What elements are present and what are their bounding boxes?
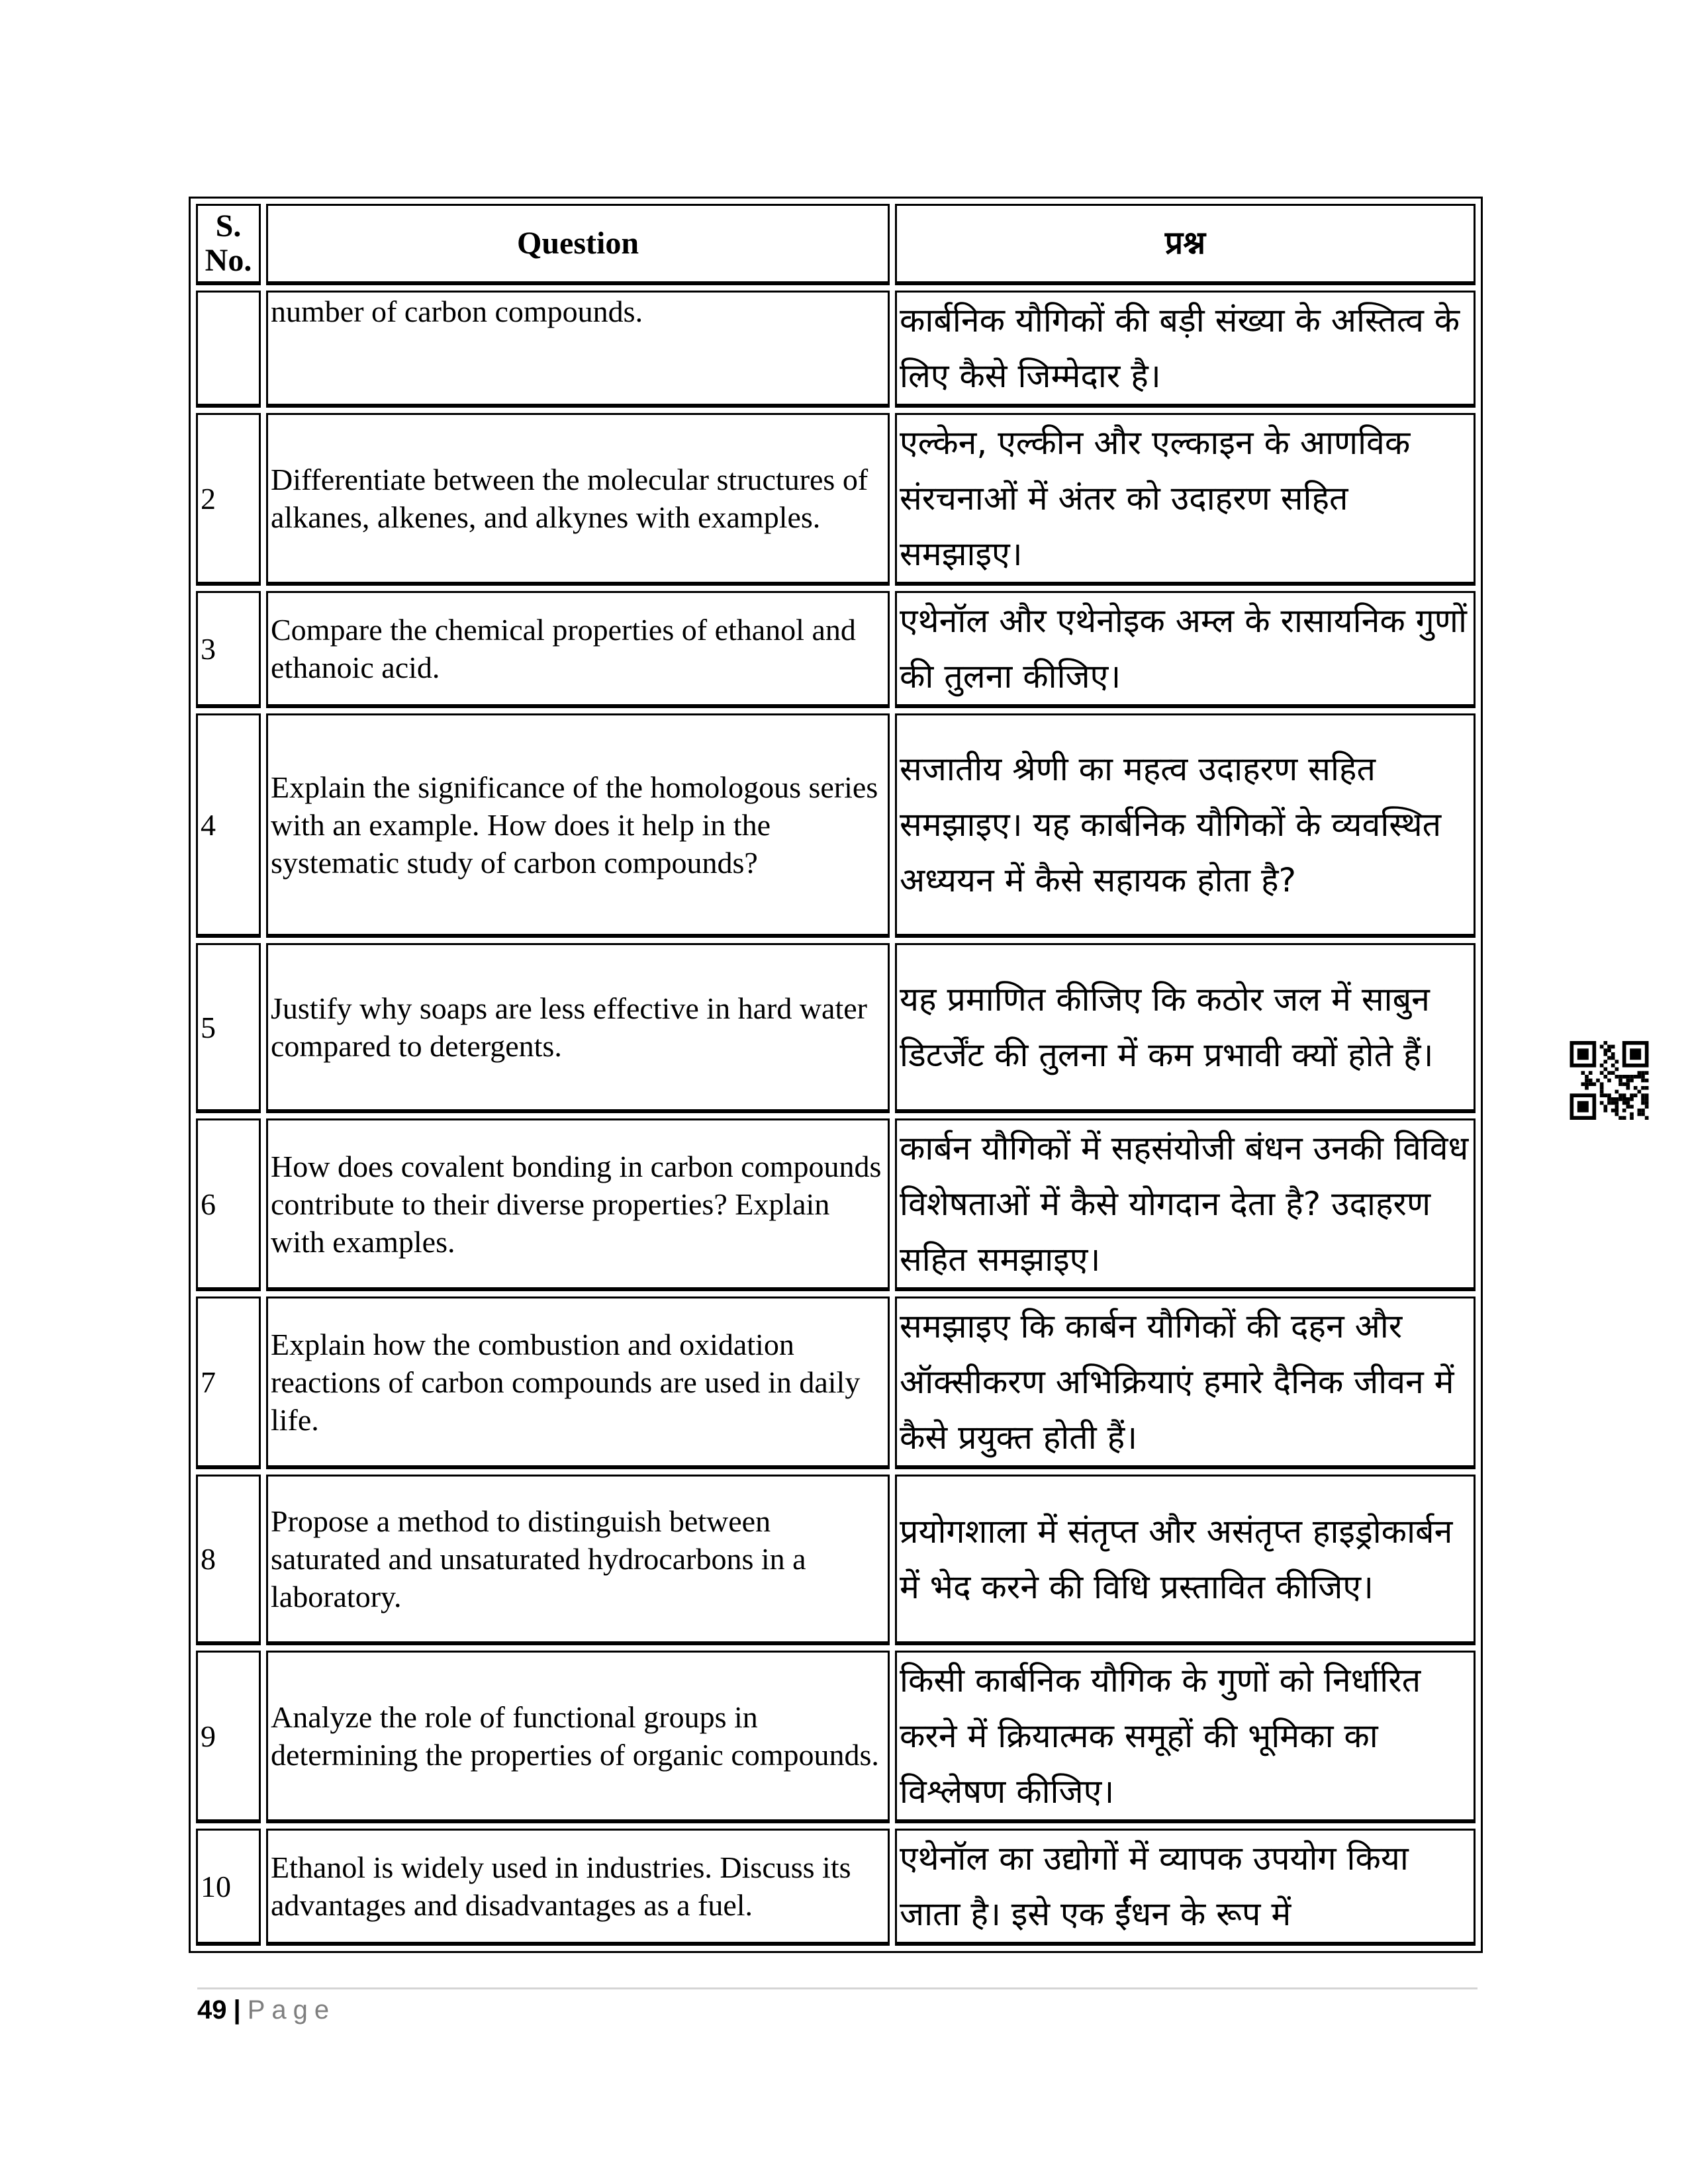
page-label: Page (247, 1995, 336, 2025)
question-english-cell: How does covalent bonding in carbon compounds contribute to their diverse properties? Explain with examples. (266, 1118, 890, 1291)
serial-number-cell: 3 (196, 591, 261, 708)
question-english-cell: Differentiate between the molecular structures of alkanes, alkenes, and alkynes with examples. (266, 413, 890, 586)
serial-number-cell: 2 (196, 413, 261, 586)
table-row (196, 713, 1476, 938)
question-hindi-cell: एल्केन, एल्कीन और एल्काइन के आणविक संरचनाओं में अंतर को उदाहरण सहित समझाइए। (895, 413, 1476, 586)
header-hindi: प्रश्न (895, 204, 1476, 285)
question-english-cell: Compare the chemical properties of ethanol and ethanoic acid. (266, 591, 890, 708)
serial-number-cell: 8 (196, 1475, 261, 1645)
question-hindi-cell: एथेनॉल और एथेनोइक अम्ल के रासायनिक गुणों की तुलना कीजिए। (895, 591, 1476, 708)
table-row (196, 1297, 1476, 1469)
serial-number-cell (196, 291, 261, 408)
table-row (196, 1118, 1476, 1291)
question-english-cell: Propose a method to distinguish between saturated and unsaturated hydrocarbons in a laboratory. (266, 1475, 890, 1645)
serial-number-cell: 10 (196, 1829, 261, 1946)
qr-code-icon (1569, 1041, 1650, 1120)
serial-number-cell: 7 (196, 1297, 261, 1469)
header-question: Question (266, 204, 890, 285)
question-hindi-cell: प्रयोगशाला में संतृप्त और असंतृप्त हाइड्रोकार्बन में भेद करने की विधि प्रस्तावित कीजिए। (895, 1475, 1476, 1645)
table-row (196, 291, 1476, 408)
serial-number-cell: 6 (196, 1118, 261, 1291)
table-header-row (196, 204, 1476, 285)
question-english-cell: Analyze the role of functional groups in determining the properties of organic compounds. (266, 1651, 890, 1823)
question-hindi-cell: यह प्रमाणित कीजिए कि कठोर जल में साबुन डिटर्जेंट की तुलना में कम प्रभावी क्यों होते हैं। (895, 943, 1476, 1113)
footer-separator: | (233, 1995, 241, 2025)
table-row (196, 413, 1476, 586)
table-row (196, 591, 1476, 708)
question-hindi-cell: किसी कार्बनिक यौगिक के गुणों को निर्धारित करने में क्रियात्मक समूहों की भूमिका का विश्लेषण कीजिए। (895, 1651, 1476, 1823)
table-row (196, 1829, 1476, 1946)
question-english-cell: Explain the significance of the homologous series with an example. How does it help in the systematic study of carbon compounds? (266, 713, 890, 938)
question-hindi-cell: कार्बन यौगिकों में सहसंयोजी बंधन उनकी विविध विशेषताओं में कैसे योगदान देता है? उदाहरण सहित समझाइए। (895, 1118, 1476, 1291)
table-row (196, 1475, 1476, 1645)
question-english-cell: Explain how the combustion and oxidation reactions of carbon compounds are used in daily life. (266, 1297, 890, 1469)
serial-number-cell: 4 (196, 713, 261, 938)
question-hindi-cell: सजातीय श्रेणी का महत्व उदाहरण सहित समझाइए। यह कार्बनिक यौगिकों के व्यवस्थित अध्ययन में कैसे सहायक होता है? (895, 713, 1476, 938)
question-hindi-cell: समझाइए कि कार्बन यौगिकों की दहन और ऑक्सीकरण अभिक्रियाएं हमारे दैनिक जीवन में कैसे प्रयुक्त होती हैं। (895, 1297, 1476, 1469)
question-hindi-cell: कार्बनिक यौगिकों की बड़ी संख्या के अस्तित्व के लिए कैसे जिम्मेदार है। (895, 291, 1476, 408)
page-footer (197, 1995, 336, 2025)
page-number: 49 (197, 1995, 227, 2025)
table-row (196, 943, 1476, 1113)
footer-divider (197, 1987, 1477, 1989)
serial-number-cell: 9 (196, 1651, 261, 1823)
header-sno: S. No. (196, 204, 261, 285)
table-row (196, 1651, 1476, 1823)
question-english-cell: Ethanol is widely used in industries. Discuss its advantages and disadvantages as a fuel. (266, 1829, 890, 1946)
question-hindi-cell: एथेनॉल का उद्योगों में व्यापक उपयोग किया जाता है। इसे एक ईंधन के रूप में (895, 1829, 1476, 1946)
serial-number-cell: 5 (196, 943, 261, 1113)
question-english-cell: number of carbon compounds. (266, 291, 890, 408)
question-english-cell: Justify why soaps are less effective in hard water compared to detergents. (266, 943, 890, 1113)
question-table (189, 197, 1483, 1953)
